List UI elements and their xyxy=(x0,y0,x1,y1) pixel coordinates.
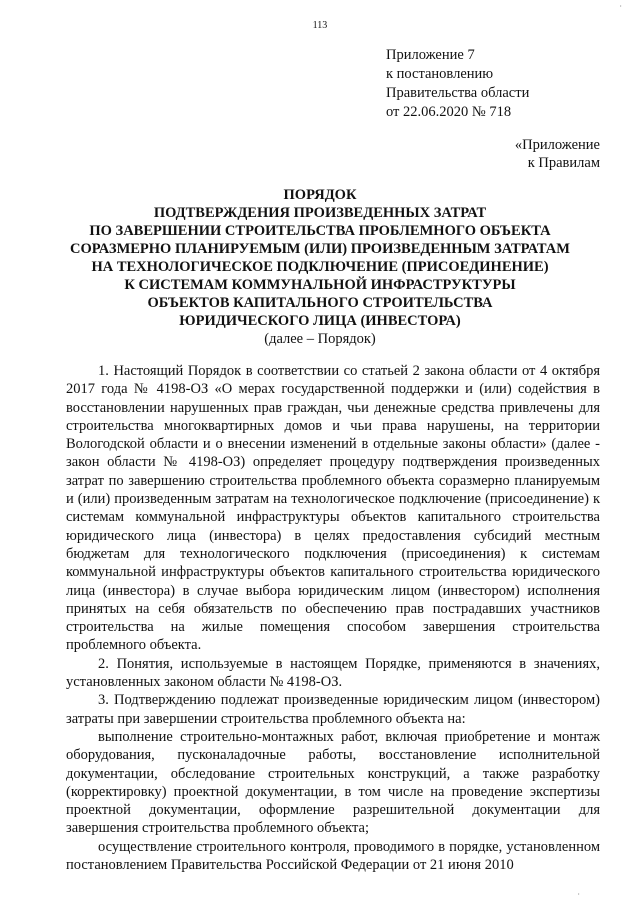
scan-mark: · xyxy=(577,890,580,899)
paragraph: выполнение строительно-монтажных работ, включая приобретение и монтаж оборудования, пусконаладочные работы, восстановление исполнительной документации, обследование строительных конструкций, а также разработку (корректировку) проектной документации, в том числе на проведение экспертизы проектной документации, оформление разрешительной документации для завершения строительства проблемного объекта; xyxy=(66,728,600,837)
rules-reference xyxy=(515,136,600,172)
rules-reference-line: к Правилам xyxy=(527,155,600,171)
title-line: ПОРЯДОК xyxy=(283,187,357,203)
title-line: К СИСТЕМАМ КОММУНАЛЬНОЙ ИНФРАСТРУКТУРЫ xyxy=(124,277,516,293)
document-body xyxy=(66,362,600,874)
paragraph: осуществление строительного контроля, проводимого в порядке, установленном постановлением Правительства Российской Федерации от 21 июня 2010 xyxy=(66,838,600,874)
title-line: ПО ЗАВЕРШЕНИИ СТРОИТЕЛЬСТВА ПРОБЛЕМНОГО ОБЪЕКТА xyxy=(89,223,551,239)
rules-reference-line: «Приложение xyxy=(514,137,600,153)
paragraph: 1. Настоящий Порядок в соответствии со статьей 2 закона области от 4 октября 2017 года № 4198-ОЗ «О мерах государственной поддержки и (или) содействия в восстановлении нарушенных прав граждан, чьи денежные средства привлечены для строительства многоквартирных домов и чьи права нарушены, на территории Вологодской области и о внесении изменений в отдельные законы области» (далее - закон области № 4198-ОЗ) определяет процедуру подтверждения произведенных затрат по завершению строительства проблемного объекта соразмерно планируемым и (или) произведенным затратам на технологическое подключение (присоединение) к системам коммунальной инфраструктуры объектов капитального строительства юридического лица (инвестора) в целях предоставления субсидий местным бюджетам для технологического подключения (присоединения) к системам коммунальной инфраструктуры объектов капитального строительства юридического лица (инвестора) в случае выбора юридическим лицом (инвестором) исполнения принятых на себя обязательств по обеспечению прав пострадавших участников строительства на жилые помещения способом завершения строительства проблемного объекта. xyxy=(66,363,600,654)
paragraph: 2. Понятия, используемые в настоящем Порядке, применяются в значениях, установленных законом области № 4198-ОЗ. xyxy=(66,655,600,691)
paragraph: 3. Подтверждению подлежат произведенные юридическим лицом (инвестором) затраты при завершении строительства проблемного объекта на: xyxy=(66,692,600,727)
title-line: СОРАЗМЕРНО ПЛАНИРУЕМЫМ (ИЛИ) ПРОИЗВЕДЕННЫМ ЗАТРАТАМ xyxy=(70,241,570,257)
title-subtitle: (далее – Порядок) xyxy=(264,331,376,347)
title-line: ПОДТВЕРЖДЕНИЯ ПРОИЗВЕДЕННЫХ ЗАТРАТ xyxy=(153,205,487,221)
appendix-line: Правительства области xyxy=(386,85,530,101)
scan-mark: · xyxy=(619,2,622,11)
document-title xyxy=(0,186,640,348)
title-line: ЮРИДИЧЕСКОГО ЛИЦА (ИНВЕСТОРА) xyxy=(179,313,461,329)
title-line: НА ТЕХНОЛОГИЧЕСКОЕ ПОДКЛЮЧЕНИЕ (ПРИСОЕДИНЕНИЕ) xyxy=(91,259,549,275)
page-number: 113 xyxy=(312,20,328,31)
appendix-line: от 22.06.2020 № 718 xyxy=(386,104,512,120)
appendix-line: Приложение 7 xyxy=(386,47,475,63)
appendix-line: к постановлению xyxy=(386,66,494,82)
appendix-header xyxy=(386,46,529,122)
title-line: ОБЪЕКТОВ КАПИТАЛЬНОГО СТРОИТЕЛЬСТВА xyxy=(147,295,493,311)
